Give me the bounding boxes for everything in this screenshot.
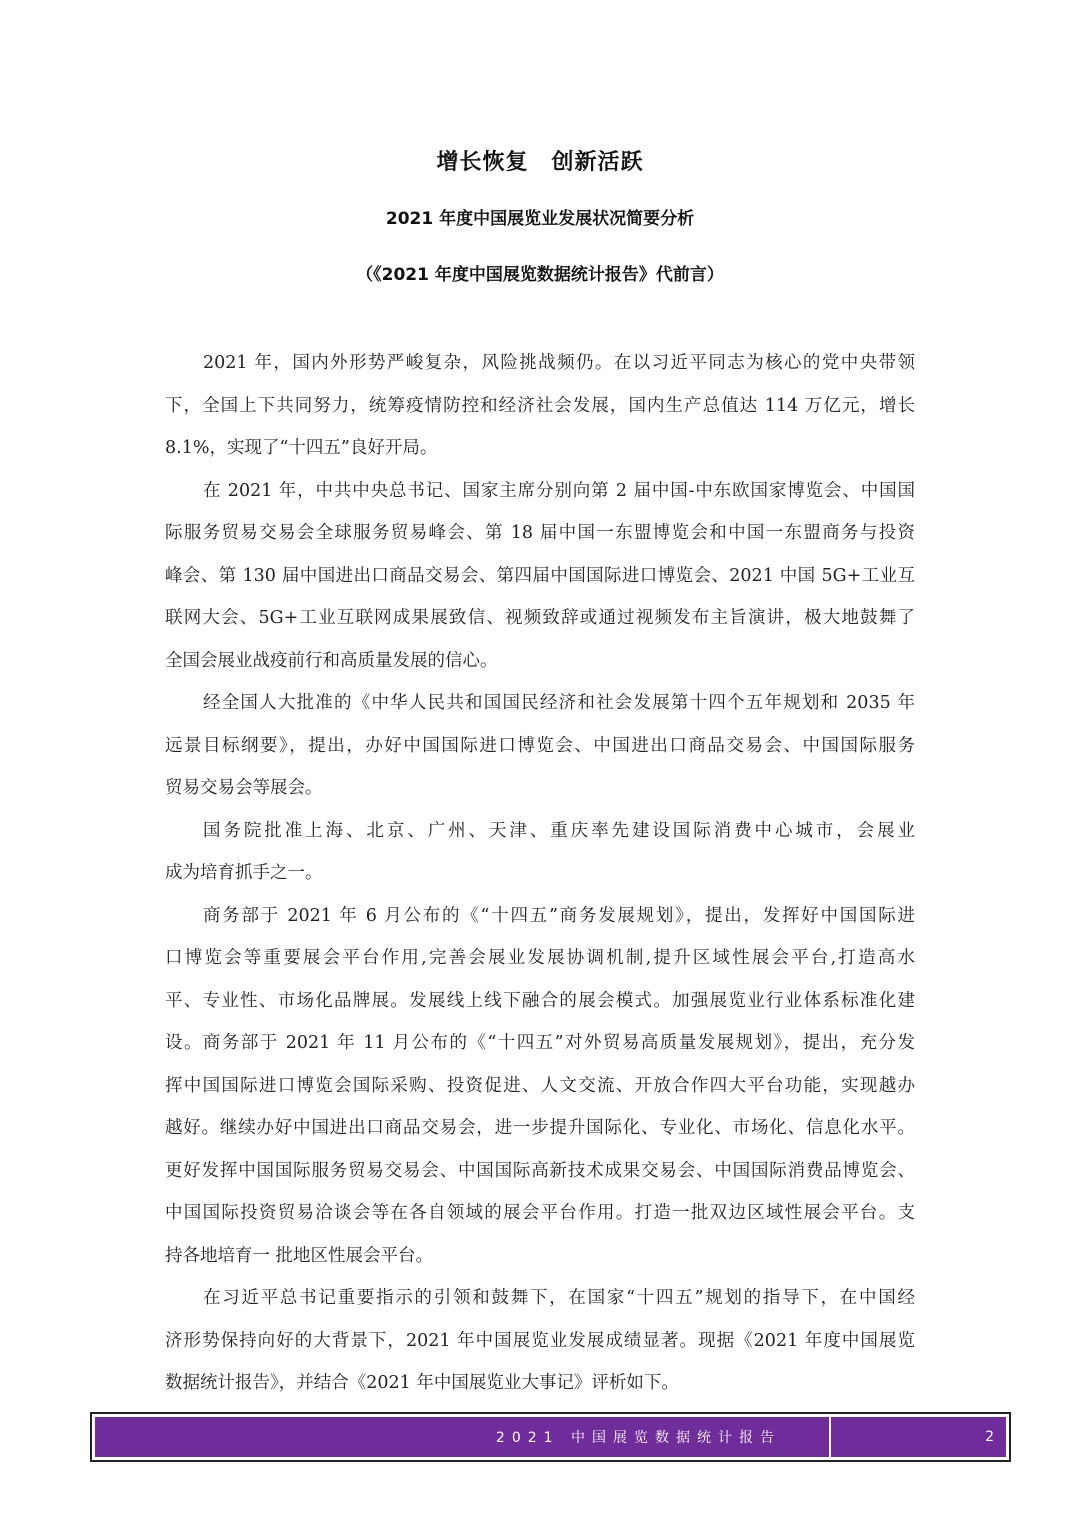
page-number: 2 <box>831 1417 1006 1457</box>
text-line: 全国会展业战疫前行和高质量发展的信心。 <box>165 650 498 671</box>
paragraph <box>165 895 915 1278</box>
text-line: 际服务贸易交易会全球服务贸易峰会、第 18 届中国一东盟博览会和中国一东盟商务与投资 <box>165 523 915 543</box>
text-line: 8.1%，实现了“十四五”良好开局。 <box>165 438 438 458</box>
text-line: 国务院批准上海、北京、广州、天津、重庆率先建设国际消费中心城市，会展业 <box>203 820 915 841</box>
text-line: 商务部于 2021 年 6 月公布的《“十四五”商务发展规划》，提出，发挥好中国国际进 <box>203 905 915 926</box>
text-line: 更好发挥中国国际服务贸易交易会、中国国际高新技术成果交易会、中国国际消费品博览会、 <box>165 1160 915 1181</box>
paragraph <box>165 1277 915 1405</box>
text-line: 设。商务部于 2021 年 11 月公布的《“十四五”对外贸易高质量发展规划》，提出，充分发 <box>165 1033 915 1053</box>
subtitle: 2021 年度中国展览业发展状况简要分析 <box>385 209 695 229</box>
text-line: 中国国际投资贸易洽谈会等在各自领域的展会平台作用。打造一批双边区域性展会平台。支 <box>165 1203 915 1223</box>
page-footer <box>90 1412 1011 1462</box>
footer-report-title: 2021 中国展览数据统计报告 <box>95 1417 831 1457</box>
text-line: 持各地培育一 批地区性展会平台。 <box>165 1245 434 1266</box>
title-note: （《2021 年度中国展览数据统计报告》代前言） <box>356 265 724 285</box>
text-line: 越好。继续办好中国进出口商品交易会，进一步提升国际化、专业化、市场化、信息化水平。 <box>165 1118 915 1138</box>
text-line: 数据统计报告》，并结合《2021 年中国展览业大事记》评析如下。 <box>165 1373 679 1393</box>
text-line: 口博览会等重要展会平台作用,完善会展业发展协调机制,提升区域性展会平台,打造高水 <box>165 948 915 968</box>
paragraph <box>165 342 915 470</box>
text-line: 下，全国上下共同努力，统筹疫情防控和经济社会发展，国内生产总值达 114 万亿元，增长 <box>165 395 915 416</box>
paragraph <box>165 682 915 810</box>
text-line: 成为培育抓手之一。 <box>165 863 323 883</box>
text-line: 经全国人大批准的《中华人民共和国国民经济和社会发展第十四个五年规划和 2035 年 <box>203 693 915 713</box>
text-line: 峰会、第 130 届中国进出口商品交易会、第四届中国国际进口博览会、2021 中国 5G+工业互 <box>165 565 915 586</box>
text-line: 远景目标纲要》，提出，办好中国国际进口博览会、中国进出口商品交易会、中国国际服务 <box>165 735 915 756</box>
text-line: 济形势保持向好的大背景下，2021 年中国展览业发展成绩显著。现据《2021 年度中国展览 <box>165 1330 915 1351</box>
text-line: 在习近平总书记重要指示的引领和鼓舞下，在国家“十四五”规划的指导下，在中国经 <box>203 1288 915 1308</box>
text-line: 平、专业性、市场化品牌展。发展线上线下融合的展会模式。加强展览业行业体系标准化建 <box>165 990 915 1011</box>
paragraph <box>165 470 915 683</box>
text-line: 在 2021 年，中共中央总书记、国家主席分别向第 2 届中国-中东欧国家博览会、中国国 <box>203 480 915 501</box>
main-title: 增长恢复 创新活跃 <box>436 150 644 175</box>
text-line: 挥中国国际进口博览会国际采购、投资促进、人文交流、开放合作四大平台功能，实现越办 <box>165 1075 915 1096</box>
text-line: 贸易交易会等展会。 <box>165 778 323 798</box>
text-line: 联网大会、5G+工业互联网成果展致信、视频致辞或通过视频发布主旨演讲，极大地鼓舞了 <box>165 608 915 628</box>
body-text <box>165 342 915 1405</box>
paragraph <box>165 810 915 895</box>
text-line: 2021 年，国内外形势严峻复杂，风险挑战频仍。在以习近平同志为核心的党中央带领 <box>203 353 915 373</box>
